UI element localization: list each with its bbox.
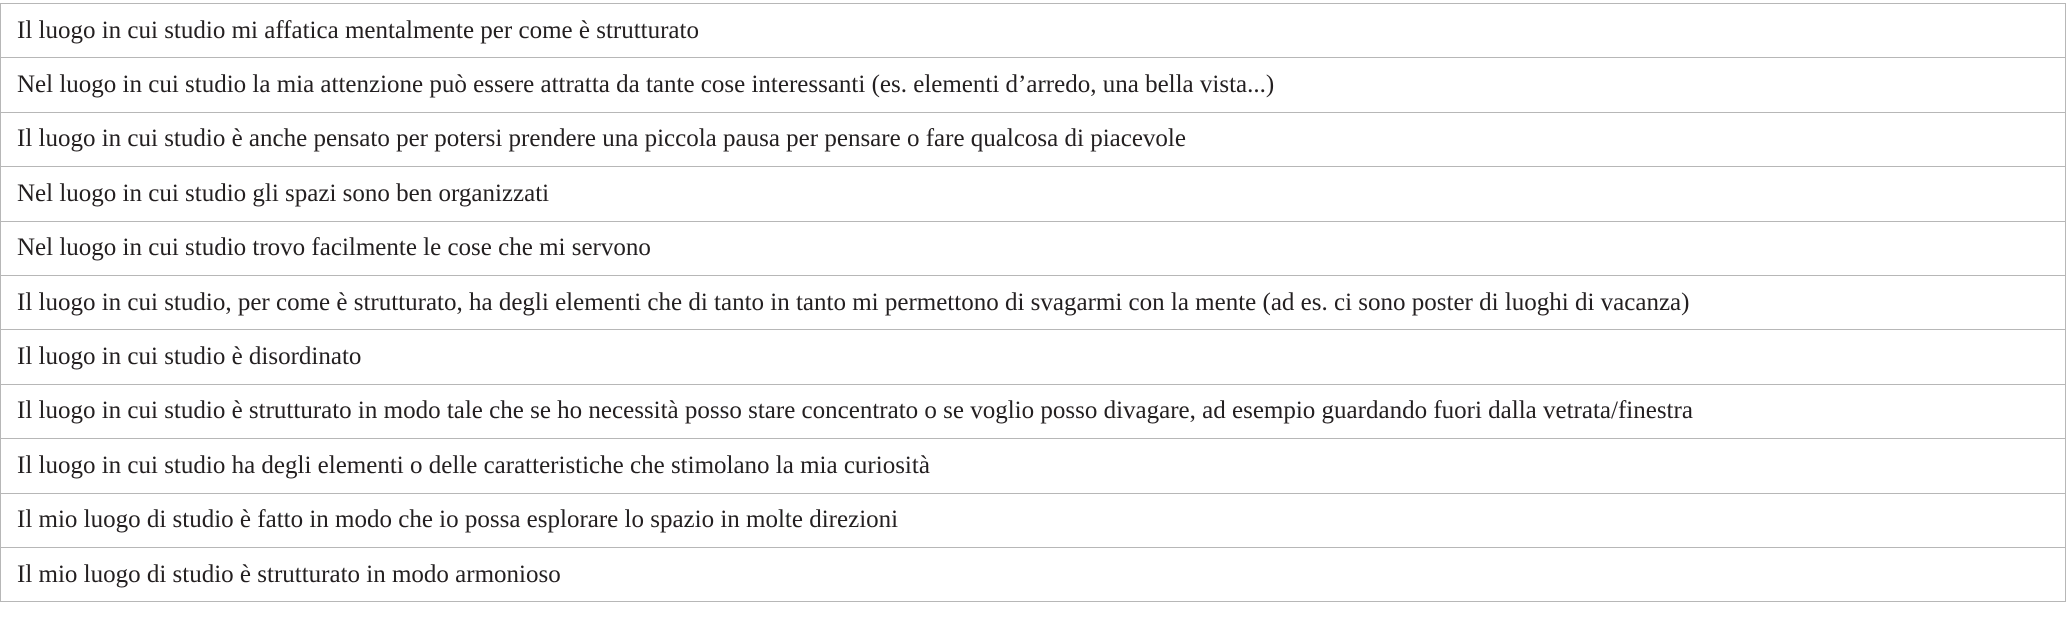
item-text: Nel luogo in cui studio trovo facilmente le cose che mi servono [1,221,2066,275]
item-text: Il luogo in cui studio, per come è strutturato, ha degli elementi che di tanto in tanto mi permettono di svagarmi con la mente (ad es. ci sono poster di luoghi di vacanza) [1,275,2066,329]
item-text: Nel luogo in cui studio gli spazi sono ben organizzati [1,167,2066,221]
table-row [1,167,2066,221]
table-row [1,384,2066,438]
table-row [1,330,2066,384]
item-text: Il luogo in cui studio è anche pensato per potersi prendere una piccola pausa per pensare o fare qualcosa di piacevole [1,112,2066,166]
item-text: Il luogo in cui studio mi affatica mentalmente per come è strutturato [1,4,2066,58]
table-row [1,439,2066,493]
item-text: Il mio luogo di studio è strutturato in modo armonioso [1,547,2066,601]
table-row [1,493,2066,547]
table-row [1,221,2066,275]
item-text: Il luogo in cui studio ha degli elementi o delle caratteristiche che stimolano la mia curiosità [1,439,2066,493]
item-text: Il luogo in cui studio è strutturato in modo tale che se ho necessità posso stare concentrato o se voglio posso divagare, ad esempio guardando fuori dalla vetrata/finestra [1,384,2066,438]
table-row [1,112,2066,166]
table-row [1,58,2066,112]
questionnaire-items-table [0,3,2066,602]
item-text: Il luogo in cui studio è disordinato [1,330,2066,384]
item-text: Il mio luogo di studio è fatto in modo che io possa esplorare lo spazio in molte direzioni [1,493,2066,547]
table-row [1,547,2066,601]
item-text: Nel luogo in cui studio la mia attenzione può essere attratta da tante cose interessanti (es. elementi d’arredo, una bella vista...) [1,58,2066,112]
table-row [1,4,2066,58]
table-row [1,275,2066,329]
